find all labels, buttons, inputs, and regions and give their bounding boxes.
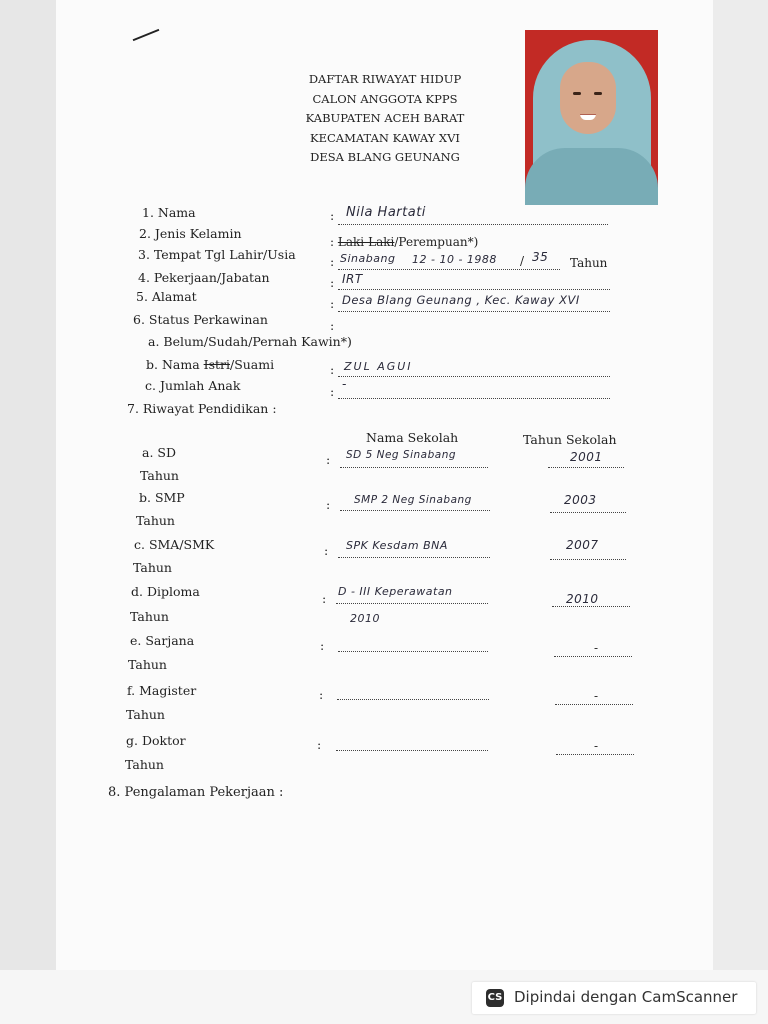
column-tahun-sekolah: Tahun Sekolah	[523, 432, 617, 447]
dotted-line	[338, 269, 560, 270]
edu-year-extra: 2010	[350, 612, 380, 625]
photo-eye-right	[594, 92, 602, 95]
age-unit: Tahun	[570, 256, 608, 270]
status-b-struck: Istri	[203, 357, 230, 372]
edu-year: 2003	[564, 493, 597, 507]
label-alamat: 5. Alamat	[136, 289, 197, 304]
tahun-label: Tahun	[128, 657, 167, 672]
value-alamat: Desa Blang Geunang , Kec. Kaway XVI	[342, 293, 580, 307]
dotted-line	[338, 289, 610, 290]
edu-year: 2007	[566, 538, 599, 552]
option-laki-laki: Laki-Laki	[337, 235, 395, 249]
label-pekerjaan: 4. Pekerjaan/Jabatan	[138, 270, 270, 285]
edu-school: SD 5 Neg Sinabang	[346, 449, 457, 461]
dotted-line	[338, 651, 488, 652]
dotted-line	[340, 467, 488, 468]
tahun-label: Tahun	[133, 560, 172, 575]
label-work-experience: 8. Pengalaman Pekerjaan :	[108, 785, 284, 800]
edu-year: -	[594, 641, 599, 655]
colon: :	[330, 318, 335, 333]
colon: :	[330, 296, 335, 311]
label-status-a: a. Belum/Sudah/Pernah Kawin*)	[148, 334, 352, 349]
value-age: 35	[532, 250, 549, 264]
colon: :	[330, 254, 335, 269]
value-pekerjaan: IRT	[342, 272, 363, 286]
scan-edge-left	[0, 0, 56, 970]
edu-school: SMP 2 Neg Sinabang	[354, 494, 472, 506]
dotted-line	[550, 559, 626, 560]
dotted-line	[338, 398, 610, 399]
dotted-line	[548, 467, 624, 468]
dotted-line	[340, 510, 490, 511]
edu-level: g. Doktor	[126, 733, 186, 748]
colon: :	[330, 275, 335, 290]
label-jenis-kelamin: 2. Jenis Kelamin	[139, 226, 242, 241]
label-ttl: 3. Tempat Tgl Lahir/Usia	[138, 247, 296, 262]
tahun-label: Tahun	[125, 757, 164, 772]
colon: :	[326, 497, 331, 512]
label-nama: 1. Nama	[142, 205, 196, 220]
edu-year: 2010	[566, 592, 599, 606]
edu-level: f. Magister	[127, 683, 197, 698]
colon: :	[319, 687, 324, 702]
edu-level: b. SMP	[139, 490, 185, 505]
header-line-4: KECAMATAN KAWAY XVI	[310, 130, 460, 145]
tahun-label: Tahun	[140, 468, 179, 483]
edu-year: -	[594, 739, 599, 753]
header-line-2: CALON ANGGOTA KPPS	[312, 91, 458, 106]
dotted-line	[338, 224, 608, 225]
header-line-1: DAFTAR RIWAYAT HIDUP	[308, 72, 462, 86]
ttl-separator: /	[520, 254, 525, 268]
dotted-line	[338, 376, 610, 377]
column-nama-sekolah: Nama Sekolah	[366, 430, 459, 445]
camscanner-watermark	[472, 982, 756, 1014]
tahun-label: Tahun	[126, 707, 165, 722]
photo-shoulders	[525, 148, 658, 205]
value-birthplace: Sinabang	[340, 252, 396, 265]
dotted-line	[555, 704, 633, 705]
colon: :	[324, 543, 329, 558]
applicant-photo	[525, 30, 658, 205]
header-line-5: DESA BLANG GEUNANG	[310, 150, 460, 164]
dotted-line	[556, 754, 634, 755]
colon: :	[330, 208, 335, 223]
status-b-prefix: b. Nama	[146, 357, 204, 372]
tahun-label: Tahun	[136, 513, 175, 528]
dotted-line	[336, 750, 488, 751]
colon: :	[330, 362, 335, 377]
dotted-line	[338, 311, 610, 312]
dotted-line	[552, 606, 630, 607]
camscanner-logo-icon: CS	[486, 989, 504, 1007]
option-perempuan: /Perempuan*)	[394, 235, 479, 249]
status-b-suffix: /Suami	[229, 357, 275, 372]
scan-edge-right	[713, 0, 768, 970]
label-status: 6. Status Perkawinan	[133, 312, 268, 327]
value-suami: ZUL AGUI	[344, 360, 413, 373]
value-jumlah-anak: -	[342, 377, 347, 391]
colon: :	[322, 591, 327, 606]
edu-year: 2001	[570, 450, 603, 464]
label-education: 7. Riwayat Pendidikan :	[127, 401, 277, 416]
label-status-b	[146, 357, 274, 372]
edu-year: -	[594, 689, 599, 703]
edu-level: d. Diploma	[131, 584, 200, 599]
edu-school: SPK Kesdam BNA	[346, 539, 448, 552]
dotted-line	[554, 656, 632, 657]
dotted-line	[336, 603, 488, 604]
dotted-line	[338, 557, 490, 558]
colon: :	[326, 452, 331, 467]
edu-level: a. SD	[142, 445, 176, 460]
document-header	[270, 70, 500, 168]
photo-face	[560, 62, 616, 134]
header-line-3: KABUPATEN ACEH BARAT	[305, 111, 465, 125]
colon: :	[320, 638, 325, 653]
photo-mouth	[580, 114, 596, 120]
tahun-label: Tahun	[130, 609, 169, 624]
value-jenis-kelamin: : Laki-Laki/Perempuan*)	[330, 235, 479, 249]
dotted-line	[337, 699, 489, 700]
colon: :	[330, 384, 335, 399]
edu-level: e. Sarjana	[130, 633, 195, 648]
colon: :	[317, 737, 322, 752]
label-status-c: c. Jumlah Anak	[145, 378, 241, 393]
camscanner-text: Dipindai dengan CamScanner	[514, 988, 738, 1006]
photo-eye-left	[573, 92, 581, 95]
dotted-line	[550, 512, 626, 513]
value-birthdate: 12 - 10 - 1988	[412, 253, 497, 266]
edu-school: D - III Keperawatan	[338, 585, 453, 598]
value-nama: Nila Hartati	[346, 205, 426, 220]
edu-level: c. SMA/SMK	[134, 537, 215, 552]
